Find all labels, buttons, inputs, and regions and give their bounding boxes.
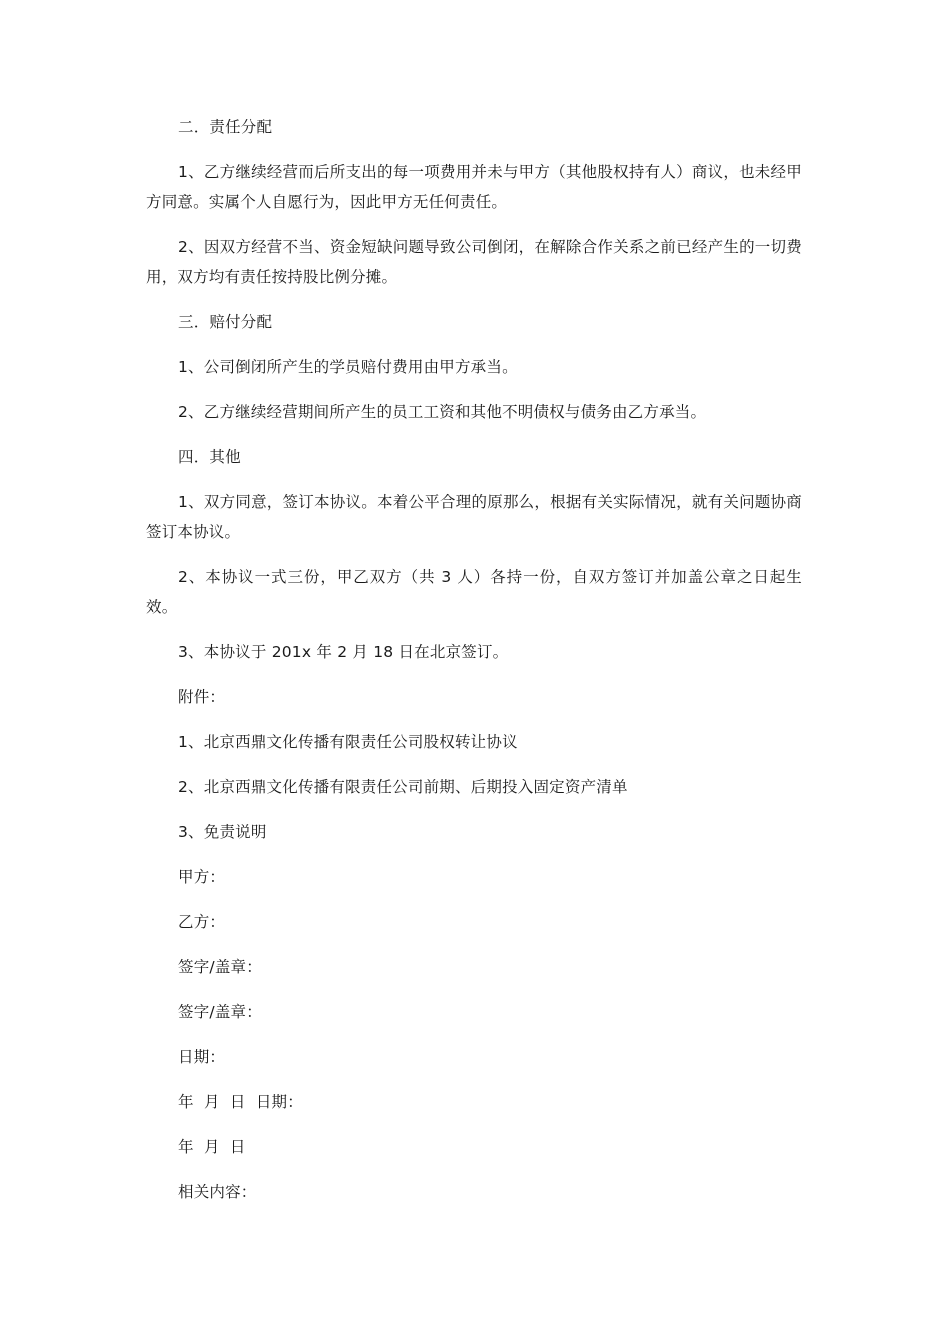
section-heading-responsibility: 二．责任分配 — [178, 118, 273, 136]
attachment-item-2: 2、北京西鼎文化传播有限责任公司前期、后期投入固定资产清单 — [178, 778, 628, 796]
paragraph-compensation-2: 2、乙方继续经营期间所产生的员工工资和其他不明债权与债务由乙方承当。 — [178, 403, 707, 421]
section-heading-compensation: 三．赔付分配 — [178, 313, 273, 331]
paragraph-other-1: 1、双方同意，签订本协议。本着公平合理的原那么，根据有关实际情况，就有关问题协商签订本协议。 — [146, 493, 802, 541]
paragraph-other-2: 2、本协议一式三份，甲乙双方（共 3 人）各持一份，自双方签订并加盖公章之日起生效。 — [146, 568, 802, 616]
date-line-a: 年 月 日 日期： — [178, 1093, 303, 1111]
signature-label-b: 签字/盖章： — [178, 1003, 262, 1021]
attachment-item-3: 3、免责说明 — [178, 823, 267, 841]
paragraph-other-3: 3、本协议于 201x 年 2 月 18 日在北京签订。 — [178, 643, 509, 661]
date-label-a: 日期： — [178, 1048, 226, 1066]
paragraph-responsibility-1: 1、乙方继续经营而后所支出的每一项费用并未与甲方（其他股权持有人）商议，也未经甲方同意。实属个人自愿行为，因此甲方无任何责任。 — [146, 163, 802, 211]
date-line-b: 年 月 日 — [178, 1138, 246, 1156]
attachments-heading: 附件： — [178, 688, 226, 706]
related-content-label: 相关内容： — [178, 1183, 257, 1201]
document-body — [146, 112, 802, 1222]
attachment-item-1: 1、北京西鼎文化传播有限责任公司股权转让协议 — [178, 733, 518, 751]
paragraph-responsibility-2: 2、因双方经营不当、资金短缺问题导致公司倒闭，在解除合作关系之前已经产生的一切费用，双方均有责任按持股比例分摊。 — [146, 238, 802, 286]
paragraph-compensation-1: 1、公司倒闭所产生的学员赔付费用由甲方承当。 — [178, 358, 518, 376]
section-heading-other: 四．其他 — [178, 448, 241, 466]
party-a-label: 甲方： — [178, 868, 226, 886]
party-b-label: 乙方： — [178, 913, 226, 931]
signature-label-a: 签字/盖章： — [178, 958, 262, 976]
